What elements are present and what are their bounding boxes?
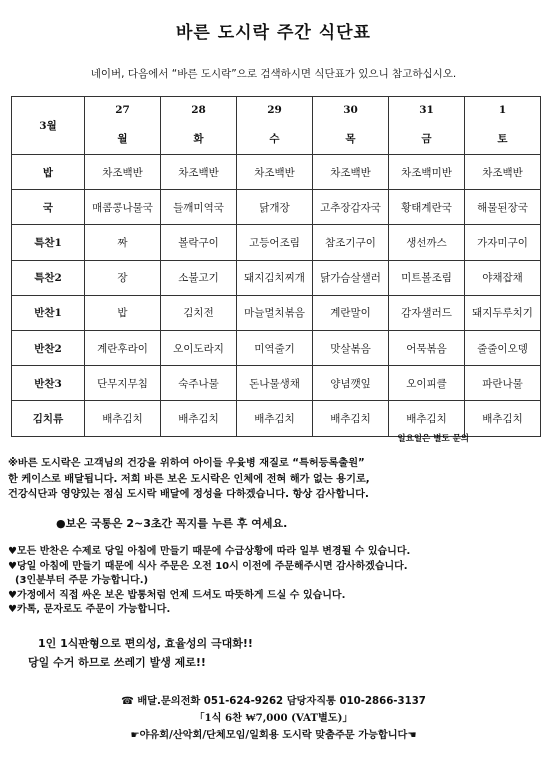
menu-cell: 어묵볶음: [389, 330, 465, 365]
menu-cell: 차조백반: [313, 155, 389, 190]
menu-cell: 배추김치: [161, 401, 237, 436]
date-cell: 1: [465, 97, 541, 123]
weekday-cell: 화: [161, 123, 237, 155]
contact-block: [0, 693, 547, 744]
bullet-line: ♥당일 아침에 만들기 때문에 식사 주문은 오전 10시 이전에 주문해주시면 감사하겠습니다.: [8, 560, 408, 572]
weekday-cell: 수: [237, 123, 313, 155]
row-label: 반찬2: [12, 330, 85, 365]
menu-cell: 계란말이: [313, 295, 389, 330]
menu-cell: 돈나물생채: [237, 366, 313, 401]
notice-line: 건강식단과 영양있는 점심 도시락 배달에 정성을 다하겠습니다. 항상 감사합니다.: [8, 489, 369, 500]
menu-cell: 참조기구이: [313, 225, 389, 260]
menu-cell: 황태계란국: [389, 190, 465, 225]
promo-line: 1인 1식판형으로 편의성, 효율성의 극대화!!: [38, 637, 253, 650]
menu-cell: 배추김치: [237, 401, 313, 436]
menu-row: [12, 295, 541, 330]
menu-cell: 김치전: [161, 295, 237, 330]
menu-cell: 차조백반: [161, 155, 237, 190]
menu-cell: 계란후라이: [85, 330, 161, 365]
weekday-cell: 월: [85, 123, 161, 155]
date-cell: 29: [237, 97, 313, 123]
menu-cell: 차조백미반: [389, 155, 465, 190]
bullet-line: ♥가정에서 직접 싸온 보온 밥통처럼 언제 드셔도 따뜻하게 드실 수 있습니다.: [8, 589, 346, 601]
menu-cell: 해물된장국: [465, 190, 541, 225]
menu-cell: 미역줄기: [237, 330, 313, 365]
bullet-line: ♥모든 반찬은 수제로 당일 아침에 만들기 때문에 수급상황에 따라 일부 변경될 수 있습니다.: [8, 546, 411, 557]
menu-cell: 차조백반: [237, 155, 313, 190]
menu-cell: 배추김치: [389, 401, 465, 436]
menu-cell: 들깨미역국: [161, 190, 237, 225]
date-cell: 27: [85, 97, 161, 123]
menu-cell: 닭가슴살샐러: [313, 260, 389, 295]
notice-line: ※바른 도시락은 고객님의 건강을 위하여 아이들 우윳병 재질로 “특허등록출원”: [8, 458, 365, 469]
menu-cell: 매콤콩나물국: [85, 190, 161, 225]
promo-block: [28, 634, 253, 672]
date-cell: 31: [389, 97, 465, 123]
price-info: 「1식 6찬 ₩7,000 (VAT별도)」: [194, 712, 353, 724]
menu-cell: 숙주나물: [161, 366, 237, 401]
menu-cell: 오이도라지: [161, 330, 237, 365]
menu-body: [12, 155, 541, 437]
menu-cell: 차조백반: [465, 155, 541, 190]
notice-line: 한 케이스로 배달됩니다. 저희 바른 보온 도시락은 인체에 전혀 해가 없는 용기로,: [8, 473, 370, 485]
menu-row: [12, 401, 541, 436]
menu-cell: 양념깻잎: [313, 366, 389, 401]
menu-cell: 오이피클: [389, 366, 465, 401]
month-cell: 3월: [12, 97, 85, 155]
bullet-line: ♥카톡, 문자로도 주문이 가능합니다.: [8, 604, 171, 616]
page-subtitle: 네이버, 다음에서 “바른 도시락”으로 검색하시면 식단표가 있으니 참고하십시오.: [90, 68, 457, 80]
weekday-cell: 금: [389, 123, 465, 155]
menu-cell: 소불고기: [161, 260, 237, 295]
menu-cell: 가자미구이: [465, 225, 541, 260]
menu-cell: 고추장감자국: [313, 190, 389, 225]
weekly-menu-table: [11, 96, 541, 437]
menu-cell: 단무지무침: [85, 366, 161, 401]
menu-cell: 야채잡채: [465, 260, 541, 295]
menu-cell: 장: [85, 260, 161, 295]
page-title: 바른 도시락 주간 식단표: [176, 23, 371, 43]
menu-cell: 마늘멸치볶음: [237, 295, 313, 330]
row-label: 반찬3: [12, 366, 85, 401]
menu-cell: 파란나물: [465, 366, 541, 401]
menu-cell: 밥: [85, 295, 161, 330]
group-order-note: ☛야유회/산악회/단체모임/일회용 도시락 맞춤주문 가능합니다☚: [130, 730, 417, 741]
row-label: 특찬1: [12, 225, 85, 260]
row-label: 국: [12, 190, 85, 225]
menu-cell: 고등어조림: [237, 225, 313, 260]
menu-cell: 돼지김치찌개: [237, 260, 313, 295]
menu-row: [12, 190, 541, 225]
row-label: 반찬1: [12, 295, 85, 330]
menu-row: [12, 225, 541, 260]
menu-cell: 배추김치: [85, 401, 161, 436]
row-label: 밥: [12, 155, 85, 190]
menu-cell: 미트볼조림: [389, 260, 465, 295]
sunday-note: 일요일은 별도 문의: [397, 434, 469, 444]
row-label: 특찬2: [12, 260, 85, 295]
notice-block: [8, 456, 540, 503]
weekday-cell: 목: [313, 123, 389, 155]
menu-cell: 맛살볶음: [313, 330, 389, 365]
menu-cell: 닭개장: [237, 190, 313, 225]
menu-cell: 볼락구이: [161, 225, 237, 260]
menu-cell: 차조백반: [85, 155, 161, 190]
menu-cell: 돼지두루치기: [465, 295, 541, 330]
weekday-row: [12, 123, 541, 155]
date-cell: 28: [161, 97, 237, 123]
menu-cell: 감자샐러드: [389, 295, 465, 330]
menu-cell: 줄줄이오뎅: [465, 330, 541, 365]
menu-cell: 배추김치: [313, 401, 389, 436]
row-label: 김치류: [12, 401, 85, 436]
menu-row: [12, 155, 541, 190]
menu-row: [12, 366, 541, 401]
bullet-notes: [8, 545, 410, 618]
menu-cell: 짜: [85, 225, 161, 260]
menu-cell: 생선까스: [389, 225, 465, 260]
soup-container-note: ●보온 국통은 2~3초간 꼭지를 누른 후 여세요.: [56, 517, 288, 530]
bullet-line: (3인분부터 주문 가능합니다.): [8, 575, 149, 587]
promo-line: 당일 수거 하므로 쓰레기 발생 제로!!: [28, 656, 206, 669]
menu-row: [12, 330, 541, 365]
menu-row: [12, 260, 541, 295]
date-cell: 30: [313, 97, 389, 123]
weekday-cell: 토: [465, 123, 541, 155]
contact-phone: ☎ 배달.문의전화 051-624-9262 담당자직통 010-2866-3137: [121, 696, 426, 707]
menu-cell: 배추김치: [465, 401, 541, 436]
date-row: [12, 97, 541, 123]
